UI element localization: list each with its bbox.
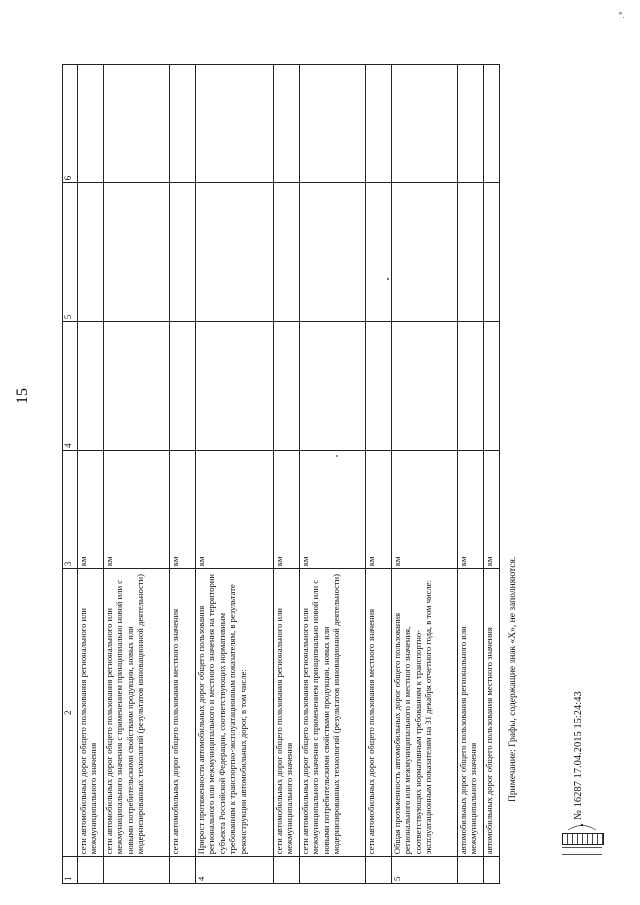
stamp-lines-icon [562, 847, 602, 855]
row-value [458, 65, 484, 183]
row-label: Прирост протяженности автомобильных дорог общего пользования регионального или межмуниципального и местного значения на территории субъекта Российской Федерации, соответствующих нормативным требованиям к транспортно-эксплуатационным показателям, в результате реконструкции автомобильных дорог, в том числе: [196, 569, 274, 857]
row-number: 4 [196, 857, 274, 884]
row-label: сети автомобильных дорог общего пользования регионального или межмуниципального значения [274, 569, 300, 857]
row-value [196, 183, 274, 322]
row-value [458, 322, 484, 451]
row-unit: км [170, 450, 196, 568]
row-value [300, 183, 366, 322]
row-value [78, 322, 104, 451]
row-unit: км [458, 450, 484, 568]
row-value [458, 183, 484, 322]
scan-speck [387, 278, 389, 280]
data-table [62, 64, 500, 884]
row-unit: км [392, 450, 458, 568]
table-row [196, 65, 274, 884]
table-row [392, 65, 458, 884]
row-value [484, 65, 500, 183]
table-row [78, 65, 104, 884]
row-number [274, 857, 300, 884]
table-row [170, 65, 196, 884]
table-row [458, 65, 484, 884]
stamp-barcode-icon [562, 833, 604, 845]
header-cell: 5 [63, 183, 78, 322]
row-unit: км [274, 450, 300, 568]
table-row [366, 65, 392, 884]
row-number [484, 857, 500, 884]
table-header-row [63, 65, 78, 884]
page-number: 15 [14, 388, 31, 404]
stamp-arc-icon [562, 821, 610, 831]
rotated-table-container [62, 64, 492, 884]
row-value [300, 65, 366, 183]
row-label: сети автомобильных дорог общего пользования местного значения [366, 569, 392, 857]
header-cell: 4 [63, 322, 78, 451]
row-label: сети автомобильных дорог общего пользования местного значения [170, 569, 196, 857]
row-value [484, 322, 500, 451]
row-label: сети автомобильных дорог общего пользования регионального или межмуниципального значения с применением принципиально новой или с новыми потребительскими свойствами продукции, новых или модернизированных технологий (результатов инновационной деятельности) [300, 569, 366, 857]
row-unit: км [484, 450, 500, 568]
row-number [366, 857, 392, 884]
table-row [300, 65, 366, 884]
row-number: 5 [392, 857, 458, 884]
table-note: Примечание: Графы, содержащие знак «Х», не заполняются. [508, 556, 518, 802]
row-value [484, 183, 500, 322]
row-unit: км [104, 450, 170, 568]
row-value [392, 322, 458, 451]
row-unit: км [78, 450, 104, 568]
header-cell: 2 [63, 569, 78, 857]
scan-speck [336, 455, 338, 457]
row-value [366, 322, 392, 451]
header-cell: 1 [63, 857, 78, 884]
row-unit: км [196, 450, 274, 568]
row-value [170, 65, 196, 183]
row-label: сети автомобильных дорог общего пользования регионального или межмуниципального значения с применением принципиально новой или с новыми потребительскими свойствами продукции, новых или модернизированных технологий (результатов инновационной деятельности) [104, 569, 170, 857]
row-number [170, 857, 196, 884]
row-value [366, 183, 392, 322]
office-stamp-icon [562, 825, 610, 863]
row-value [274, 65, 300, 183]
row-value [78, 65, 104, 183]
row-number [458, 857, 484, 884]
row-label: сети автомобильных дорог общего пользования регионального или межмуниципального значения [78, 569, 104, 857]
row-value [104, 322, 170, 451]
row-value [366, 65, 392, 183]
row-unit: км [300, 450, 366, 568]
table-row [484, 65, 500, 884]
header-cell: 3 [63, 450, 78, 568]
row-value [274, 322, 300, 451]
row-value [170, 183, 196, 322]
row-value [300, 322, 366, 451]
table-row [274, 65, 300, 884]
row-value [170, 322, 196, 451]
row-value [392, 65, 458, 183]
corner-mark: *. [618, 10, 625, 20]
row-value [104, 183, 170, 322]
header-cell: 6 [63, 65, 78, 183]
row-label: Общая протяженность автомобильных дорог общего пользования регионального или межмуниципального и местного значения, соответствующих нормативным требованиям к транспортно-эксплуатационным показателям на 31 декабря отчетного года, в том числе: [392, 569, 458, 857]
table-row [104, 65, 170, 884]
row-unit: км [366, 450, 392, 568]
row-value [392, 183, 458, 322]
row-number [300, 857, 366, 884]
row-value [78, 183, 104, 322]
row-label: автомобильных дорог общего пользования регионального или межмуниципального значения [458, 569, 484, 857]
row-label: автомобильных дорог общего пользования местного значения [484, 569, 500, 857]
row-number [78, 857, 104, 884]
row-value [196, 322, 274, 451]
row-value [196, 65, 274, 183]
row-value [104, 65, 170, 183]
document-registration-footer: № 16287 17.04.2015 15:24:43 [573, 691, 584, 820]
row-number [104, 857, 170, 884]
row-value [274, 183, 300, 322]
